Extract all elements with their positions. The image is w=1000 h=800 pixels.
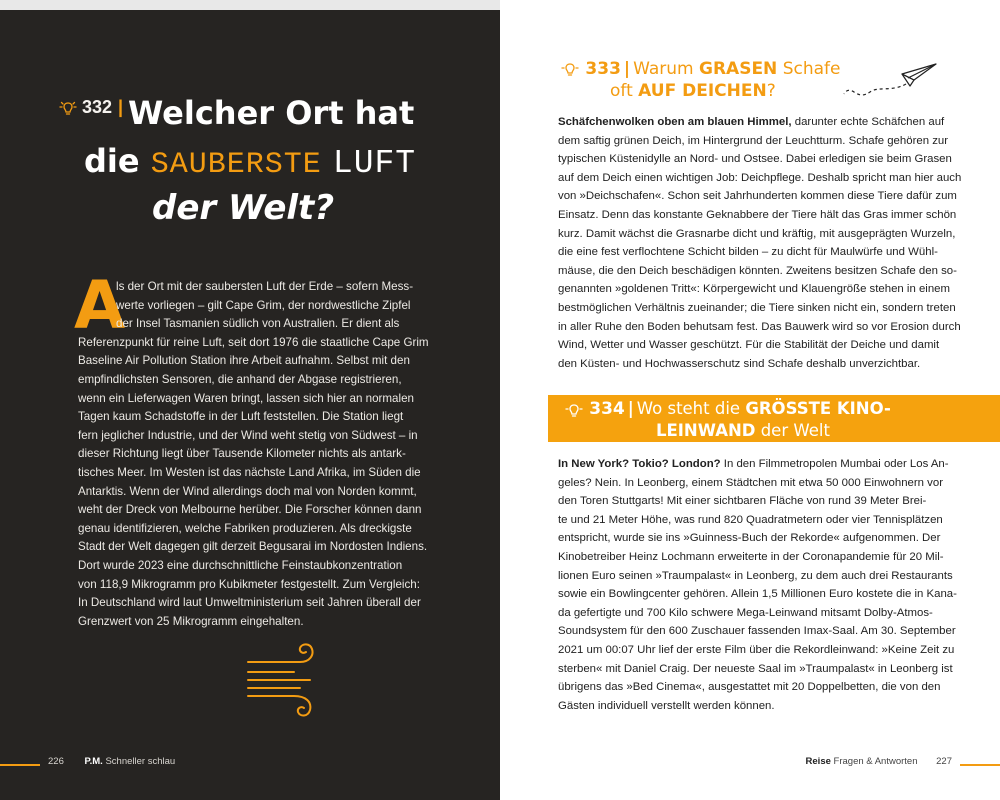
text-line [558, 169, 962, 188]
text-line-content: von »Deichschafen«. Schon seit Jahrhunderten kommen diese Tiere dafür zum [558, 190, 957, 203]
text-line [78, 445, 418, 464]
right-page [500, 0, 1000, 800]
text-line [78, 538, 428, 557]
text-line [558, 492, 951, 511]
question-334-answer [558, 455, 957, 715]
text-line [558, 206, 957, 225]
text-line-content: wenn ein Lieferwagen Waren bringt, lassen sich hier an normalen [78, 391, 414, 405]
text-line-content: darunter echte Schäfchen auf [791, 116, 945, 128]
question-332-answer [78, 278, 429, 631]
text-line-content: ls der Ort mit der saubersten Luft der Erde – sofern Mess- [116, 280, 414, 293]
question-332-title-line3 [152, 188, 334, 228]
text-line [78, 501, 422, 520]
title-highlight: GRÖSSTE KINO- [745, 399, 891, 418]
question-number: 333 [585, 59, 621, 79]
text-line-content: Gästen individuell verstellt werden können. [558, 699, 775, 712]
text-line-content: bestmöglichen Verhältnis zueinander; die Tiere sinken nicht ein, sondern treten [558, 301, 956, 314]
lightbulb-icon [564, 402, 584, 418]
page-number: 227 [936, 756, 952, 767]
question-333-answer [558, 113, 962, 373]
text-line [78, 427, 418, 446]
text-line-content: lionen Euro seinen »Traumpalast« in Leonberg, zu dem auch drei Restaurants [558, 569, 953, 582]
text-line-content: mäuse, die den Deich beschädigen könnten. Zweitens besitzen Schafe den so- [558, 264, 957, 277]
text-line [558, 474, 951, 493]
text-line-content: fern jeglicher Industrie, und der Wind weht stetig von Südwest – in [78, 428, 418, 442]
separator: | [118, 97, 124, 117]
text-line-content: die eine fest verflochtene Schicht bilden – zu dicht für Maulwürfe und Wühl- [558, 246, 938, 259]
text-line [558, 318, 961, 337]
text-line-content: den Küsten- und Hochwasserschutz sind Schafe deshalb unverzichtbar. [558, 357, 921, 370]
text-line [558, 697, 951, 716]
heading-row-1 [564, 399, 891, 419]
text-line [78, 334, 429, 353]
lead-in: In New York? Tokio? London? [558, 458, 721, 470]
wind-icon [244, 640, 326, 720]
text-line [558, 548, 951, 567]
lightbulb-icon [58, 100, 78, 116]
text-line [558, 113, 951, 132]
text-line [558, 132, 951, 151]
question-334-heading [548, 395, 1000, 442]
text-line [558, 529, 951, 548]
text-line-content: werte vorliegen – gilt Cape Grim, der nordwestliche Zipfel [116, 298, 411, 312]
text-line-content: Soundsystem für den 600 Zuschauer fassenden Imax-Saal. Am 30. September [558, 625, 956, 638]
question-332-title-line1: Welcher Ort hat [128, 94, 415, 132]
text-line-content: sowie ein Bowlingcenter gehören. Allein 1,5 Millionen Euro kostete die in Kana- [558, 588, 957, 601]
page-number: 226 [48, 756, 64, 767]
text-line-content: auf dem Deich einen wichtigen Job: Deichpflege. Deshalb spricht man hier auch [558, 171, 962, 184]
text-line [558, 280, 951, 299]
text-line-content: te und 21 Meter Höhe, was rund 820 Quadratmetern oder vier Tennisplätzen [558, 513, 943, 526]
separator: | [623, 59, 631, 79]
text-line [558, 187, 957, 206]
text-line [558, 299, 956, 318]
text-line-content: der Insel Tasmanien südlich von Australien. Er dient als [116, 317, 400, 331]
text-line [78, 315, 418, 334]
title-text: oft [610, 81, 639, 101]
text-line-content: Baseline Air Pollution Station ihre Arbeit aufnahm. Selbst mit den [78, 354, 410, 368]
text-line [78, 576, 418, 595]
text-line-content: den Toren Stuttgarts! Mit einer sichtbaren Fläche von rund 39 Meter Brei- [558, 495, 927, 508]
heading-row-1 [560, 58, 840, 80]
lightbulb-icon [560, 61, 580, 77]
text-line-content: dieser Richtung liegt über Tausende Kilometer nichts als antark- [78, 447, 406, 461]
text-line [558, 336, 951, 355]
title-word: der [152, 188, 229, 228]
text-line-content: übrigens das »Bed Cinema«, ausgestattet mit 20 Doppelbetten, die von den [558, 681, 941, 694]
text-line [558, 567, 951, 586]
heading-row-2 [560, 80, 840, 102]
question-333-heading [560, 58, 840, 102]
text-line-content: entspricht, wurde sie ins »Guinness-Buch der Rekorde« aufgenommen. Der [558, 532, 941, 545]
title-text: Wo steht die [636, 399, 746, 418]
text-line-content: sterben« mit Daniel Craig. Der neueste Saal im »Traumpalast« in Leonberg ist [558, 662, 953, 675]
heading-row-2 [656, 421, 830, 440]
text-line-content: genau identifizieren, welche Fabriken produzieren. Als dreckigste [78, 521, 412, 535]
text-line-content: Kinobetreiber Heinz Lochmann erweiterte in der Coronapandemie für 20 Mil- [558, 550, 944, 563]
text-line [78, 278, 418, 297]
book-title: Schneller schlau [105, 756, 176, 767]
text-line [78, 483, 418, 502]
question-number: 332 [82, 97, 113, 117]
text-line [78, 297, 418, 316]
text-line [78, 352, 418, 371]
text-line-content: da gefertigte und 700 Kilo schwere Mega-Leinwand mitsamt Dolby-Atmos- [558, 606, 933, 619]
text-line-content: Referenzpunkt für reine Luft, seit dort 1976 die staatliche Cape Grim [78, 335, 429, 349]
text-line [558, 511, 951, 530]
text-line [78, 390, 418, 409]
text-line [558, 455, 951, 474]
text-line [78, 520, 418, 539]
text-line-content: In den Filmmetropolen Mumbai oder Los An- [720, 458, 949, 470]
title-highlight: LEINWAND [656, 421, 756, 440]
text-line [558, 585, 957, 604]
text-line [78, 613, 418, 632]
footer-rule [960, 764, 1000, 766]
text-line [78, 557, 418, 576]
brand-logo: P.M. [84, 756, 103, 767]
text-line-content: kurz. Damit wächst die Grasnarbe dicht und kräftig, mit ausgeprägten Wurzeln, [558, 227, 956, 240]
paper-plane-icon [840, 56, 940, 106]
text-line-content: in aller Ruhe den Boden behutsam fest. Das Bauwerk wird so vor Erosion durch [558, 320, 961, 333]
separator: | [627, 399, 634, 418]
text-line-content: empfindlichsten Sensoren, die anhand der Abgase registrieren, [78, 372, 402, 386]
text-line-content: Dort wurde 2023 eine durchschnittliche Feinstaubkonzentration [78, 558, 403, 572]
text-line [558, 678, 951, 697]
text-line-content: Einsatz. Denn das konstante Geknabbere der Tiere hält das Gras immer schön [558, 208, 957, 221]
footer-rule [0, 764, 40, 766]
text-line [558, 150, 951, 169]
text-line-content: weht der Dreck von Melbourne herüber. Die Forscher können dann [78, 503, 422, 517]
text-line-content: von 118,9 Mikrogramm pro Kubikmeter festgestellt. Zum Vergleich: [78, 577, 420, 591]
text-line [558, 225, 956, 244]
title-highlight-welt: Welt [228, 188, 315, 228]
text-line-content: In Deutschland wird laut Umweltministerium seit Jahren überall der [78, 596, 421, 610]
text-line-content: Wind, Wetter und Wasser geschützt. Für die Stabilität der Deiche und damit [558, 339, 940, 352]
question-332-number [58, 97, 123, 118]
question-332-title-line2 [84, 142, 416, 182]
text-line [78, 464, 421, 483]
text-line [558, 622, 956, 641]
title-question-mark: ? [314, 188, 335, 228]
text-line-content: dem saftig grünen Deich, im Hintergrund der Leuchtturm. Schafe gehören zur [558, 134, 949, 147]
text-line [558, 660, 951, 679]
text-line-content: Grenzwert von 25 Mikrogramm eingehalten. [78, 614, 304, 628]
question-number: 334 [589, 399, 625, 419]
title-word: die [84, 142, 151, 180]
title-text: der Welt [755, 421, 830, 440]
text-line-content: geles? Nein. In Leonberg, einem Städtchen mit etwa 50 000 Einwohnern vor [558, 476, 943, 489]
text-line [78, 408, 418, 427]
right-footer [806, 756, 952, 767]
section-subtitle: Fragen & Antworten [833, 756, 918, 767]
text-line-content: typischen Küstenidylle an Nord- und Ostsee. Dabei erledigen sie beim Grasen [558, 153, 952, 166]
section-name: Reise [805, 756, 831, 767]
text-line [558, 641, 955, 660]
drop-cap: A [74, 267, 126, 344]
text-line-content: Tagen kaum Schadstoffe in der Luft feststellen. Die Station liegt [78, 410, 404, 424]
text-line [558, 262, 957, 281]
text-line [78, 594, 421, 613]
lead-in: Schäfchenwolken oben am blauen Himmel, [558, 116, 792, 128]
text-line [558, 604, 951, 623]
left-footer [48, 756, 175, 767]
title-text: ? [766, 81, 776, 101]
title-highlight-sauberste: SAUBERSTE [150, 148, 322, 182]
title-text: Warum [633, 59, 699, 79]
title-highlight: GRASEN [699, 59, 778, 79]
text-line [78, 371, 418, 390]
text-line [558, 243, 951, 262]
title-highlight: AUF DEICHEN [638, 81, 767, 101]
text-line-content: tisches Meer. Im Westen ist das nächste Land Afrika, im Süden die [78, 465, 421, 479]
text-line-content: genannten »goldenen Tritt«: Körpergewicht und Klauengröße stehen in einem [558, 283, 950, 296]
text-line-content: 2021 um 00:07 Uhr lief der erste Film über die Rekordleinwand: »Keine Zeit zu [558, 643, 955, 656]
text-line-content: Antarktis. Wenn der Wind allerdings doch mal von Norden kommt, [78, 484, 417, 498]
title-highlight-luft: LUFT [332, 145, 417, 182]
text-line-content: Stadt der Welt dagegen gilt derzeit Begusarai im Nordosten Indiens. [78, 540, 428, 554]
page-edge [0, 0, 500, 10]
title-text: Schafe [777, 59, 841, 79]
text-line [558, 355, 951, 374]
